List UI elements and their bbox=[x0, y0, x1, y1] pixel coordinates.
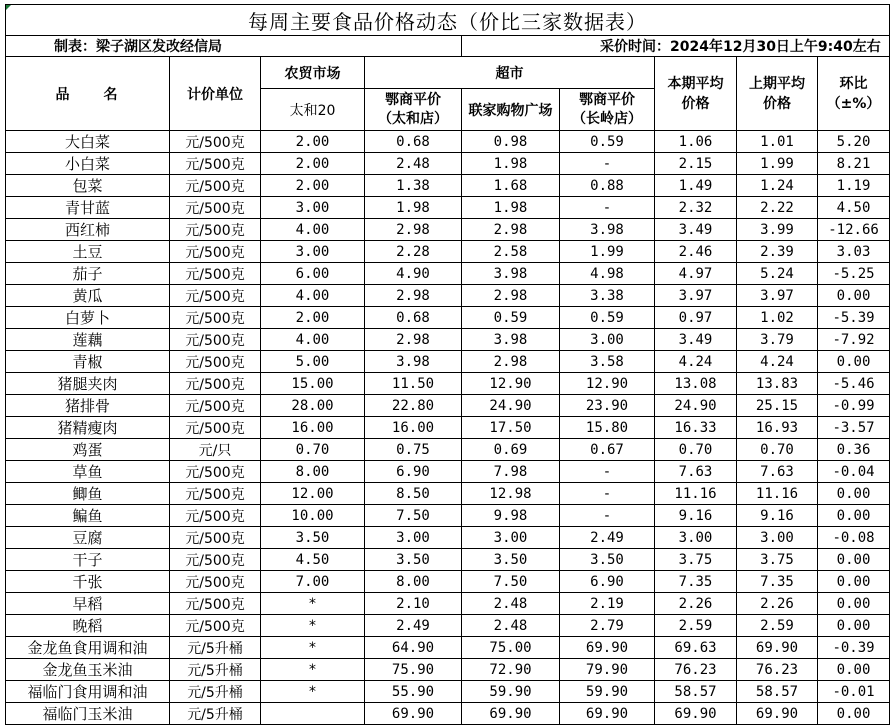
farm-market-price-cell[interactable]: 6.00 bbox=[261, 263, 365, 285]
table-row bbox=[6, 637, 890, 659]
current-average-cell[interactable]: 0.97 bbox=[655, 307, 737, 329]
table-row bbox=[6, 505, 890, 527]
previous-average-cell[interactable]: 3.00 bbox=[737, 527, 818, 549]
price-table-sheet bbox=[5, 4, 889, 725]
supermarket-3-price-cell[interactable]: 23.90 bbox=[560, 395, 655, 417]
supermarket-3-price-cell[interactable]: 0.88 bbox=[560, 175, 655, 197]
header-change[interactable] bbox=[818, 57, 890, 131]
supermarket-1-price-cell[interactable]: 2.49 bbox=[365, 615, 462, 637]
current-average-cell[interactable]: 4.24 bbox=[655, 351, 737, 373]
unit-cell[interactable]: 元/500克 bbox=[170, 483, 261, 505]
unit-cell[interactable]: 元/500克 bbox=[170, 307, 261, 329]
previous-average-cell[interactable]: 3.99 bbox=[737, 219, 818, 241]
unit-cell[interactable]: 元/500克 bbox=[170, 131, 261, 153]
supermarket-2-price-cell[interactable]: 12.90 bbox=[462, 373, 560, 395]
header-change-text: 环比 （±%） bbox=[826, 75, 881, 112]
supermarket-3-price-cell[interactable]: 2.19 bbox=[560, 593, 655, 615]
supermarket-3-price-cell[interactable]: 1.99 bbox=[560, 241, 655, 263]
change-percent-cell[interactable]: -5.39 bbox=[818, 307, 890, 329]
table-row bbox=[6, 351, 890, 373]
supermarket-1-price-cell[interactable]: 2.48 bbox=[365, 153, 462, 175]
farm-market-price-cell[interactable]: 15.00 bbox=[261, 373, 365, 395]
change-percent-cell[interactable]: 5.20 bbox=[818, 131, 890, 153]
table-row bbox=[6, 373, 890, 395]
current-average-cell[interactable]: 3.49 bbox=[655, 219, 737, 241]
item-name-cell[interactable]: 鸡蛋 bbox=[6, 439, 170, 461]
table-row bbox=[6, 593, 890, 615]
unit-cell[interactable]: 元/500克 bbox=[170, 615, 261, 637]
table-row bbox=[6, 439, 890, 461]
supermarket-2-price-cell[interactable]: 72.90 bbox=[462, 659, 560, 681]
table-row bbox=[6, 461, 890, 483]
change-percent-cell[interactable]: -5.25 bbox=[818, 263, 890, 285]
previous-average-cell[interactable]: 13.83 bbox=[737, 373, 818, 395]
change-percent-cell[interactable]: 1.19 bbox=[818, 175, 890, 197]
item-name-cell[interactable]: 干子 bbox=[6, 549, 170, 571]
previous-average-cell[interactable]: 2.59 bbox=[737, 615, 818, 637]
supermarket-2-price-cell[interactable]: 0.98 bbox=[462, 131, 560, 153]
supermarket-1-price-cell[interactable]: 0.68 bbox=[365, 307, 462, 329]
current-average-cell[interactable]: 9.16 bbox=[655, 505, 737, 527]
farm-market-price-cell[interactable]: 3.00 bbox=[261, 197, 365, 219]
supermarket-1-price-cell[interactable]: 0.75 bbox=[365, 439, 462, 461]
farm-market-price-cell[interactable]: 4.50 bbox=[261, 549, 365, 571]
item-name-cell[interactable]: 金龙鱼玉米油 bbox=[6, 659, 170, 681]
supermarket-1-price-cell[interactable]: 4.90 bbox=[365, 263, 462, 285]
table-row bbox=[6, 527, 890, 549]
farm-market-price-cell[interactable]: 7.00 bbox=[261, 571, 365, 593]
previous-average-cell[interactable]: 25.15 bbox=[737, 395, 818, 417]
unit-cell[interactable]: 元/5升桶 bbox=[170, 681, 261, 703]
unit-cell[interactable]: 元/5升桶 bbox=[170, 703, 261, 725]
current-average-cell[interactable]: 2.59 bbox=[655, 615, 737, 637]
supermarket-2-price-cell[interactable]: 9.98 bbox=[462, 505, 560, 527]
supermarket-1-price-cell[interactable]: 7.50 bbox=[365, 505, 462, 527]
header-current-average-text: 本期平均 价格 bbox=[667, 75, 724, 112]
supermarket-3-price-cell[interactable]: 3.50 bbox=[560, 549, 655, 571]
header-supermarket-2[interactable]: 联家购物广场 bbox=[462, 89, 560, 131]
previous-average-cell[interactable]: 16.93 bbox=[737, 417, 818, 439]
current-average-cell[interactable]: 1.06 bbox=[655, 131, 737, 153]
item-name-cell[interactable]: 福临门食用调和油 bbox=[6, 681, 170, 703]
farm-market-price-cell[interactable]: 3.00 bbox=[261, 241, 365, 263]
farm-market-price-cell[interactable]: 2.00 bbox=[261, 131, 365, 153]
supermarket-3-price-cell[interactable]: - bbox=[560, 153, 655, 175]
farm-market-price-cell[interactable]: * bbox=[261, 681, 365, 703]
table-title: 每周主要食品价格动态（价比三家数据表） bbox=[248, 9, 648, 34]
supermarket-1-price-cell[interactable]: 11.50 bbox=[365, 373, 462, 395]
current-average-cell[interactable]: 3.00 bbox=[655, 527, 737, 549]
previous-average-cell[interactable]: 3.79 bbox=[737, 329, 818, 351]
change-percent-cell[interactable]: -0.08 bbox=[818, 527, 890, 549]
farm-market-price-cell[interactable]: 16.00 bbox=[261, 417, 365, 439]
unit-cell[interactable]: 元/500克 bbox=[170, 505, 261, 527]
change-percent-cell[interactable]: 0.36 bbox=[818, 439, 890, 461]
supermarket-1-price-cell[interactable]: 8.50 bbox=[365, 483, 462, 505]
previous-average-cell[interactable]: 58.57 bbox=[737, 681, 818, 703]
time-cell[interactable] bbox=[462, 36, 890, 57]
supermarket-2-price-cell[interactable]: 1.98 bbox=[462, 153, 560, 175]
change-percent-cell[interactable]: -0.01 bbox=[818, 681, 890, 703]
item-name-cell[interactable]: 青椒 bbox=[6, 351, 170, 373]
header-unit[interactable]: 计价单位 bbox=[170, 57, 261, 131]
current-average-cell[interactable]: 2.46 bbox=[655, 241, 737, 263]
farm-market-price-cell[interactable]: 4.00 bbox=[261, 329, 365, 351]
item-name-cell[interactable]: 莲藕 bbox=[6, 329, 170, 351]
header-previous-average[interactable] bbox=[737, 57, 818, 131]
change-percent-cell[interactable]: 8.21 bbox=[818, 153, 890, 175]
farm-market-price-cell[interactable]: * bbox=[261, 593, 365, 615]
current-average-cell[interactable]: 11.16 bbox=[655, 483, 737, 505]
supermarket-1-price-cell[interactable]: 3.00 bbox=[365, 527, 462, 549]
supermarket-2-price-cell[interactable]: 2.48 bbox=[462, 593, 560, 615]
supermarket-3-price-cell[interactable]: 2.49 bbox=[560, 527, 655, 549]
item-name-cell[interactable]: 西红柿 bbox=[6, 219, 170, 241]
item-name-cell[interactable]: 金龙鱼食用调和油 bbox=[6, 637, 170, 659]
supermarket-3-price-cell[interactable]: 0.67 bbox=[560, 439, 655, 461]
previous-average-cell[interactable]: 1.01 bbox=[737, 131, 818, 153]
supermarket-3-price-cell[interactable]: - bbox=[560, 505, 655, 527]
item-name-cell[interactable]: 黄瓜 bbox=[6, 285, 170, 307]
supermarket-3-price-cell[interactable]: 6.90 bbox=[560, 571, 655, 593]
farm-market-price-cell[interactable]: 8.00 bbox=[261, 461, 365, 483]
previous-average-cell[interactable]: 2.26 bbox=[737, 593, 818, 615]
table-row bbox=[6, 307, 890, 329]
table-row bbox=[6, 329, 890, 351]
supermarket-1-price-cell[interactable]: 3.50 bbox=[365, 549, 462, 571]
farm-market-price-cell[interactable]: 28.00 bbox=[261, 395, 365, 417]
current-average-cell[interactable]: 2.15 bbox=[655, 153, 737, 175]
unit-cell[interactable]: 元/500克 bbox=[170, 329, 261, 351]
header-supermarket-1[interactable] bbox=[365, 89, 462, 131]
current-average-cell[interactable]: 76.23 bbox=[655, 659, 737, 681]
change-percent-cell[interactable]: -0.99 bbox=[818, 395, 890, 417]
farm-market-price-cell[interactable]: 4.00 bbox=[261, 219, 365, 241]
previous-average-cell[interactable]: 11.16 bbox=[737, 483, 818, 505]
unit-cell[interactable]: 元/500克 bbox=[170, 461, 261, 483]
supermarket-3-price-cell[interactable]: 0.59 bbox=[560, 131, 655, 153]
change-percent-cell[interactable]: 4.50 bbox=[818, 197, 890, 219]
current-average-cell[interactable]: 2.32 bbox=[655, 197, 737, 219]
table-row bbox=[6, 615, 890, 637]
header-supermarket[interactable]: 超市 bbox=[365, 57, 655, 89]
item-name-cell[interactable]: 包菜 bbox=[6, 175, 170, 197]
item-name-cell[interactable]: 白萝卜 bbox=[6, 307, 170, 329]
farm-market-price-cell[interactable]: 2.00 bbox=[261, 307, 365, 329]
header-farm-sub[interactable]: 太和20 bbox=[261, 89, 365, 131]
farm-market-price-cell[interactable] bbox=[261, 703, 365, 725]
table-row bbox=[6, 417, 890, 439]
supermarket-3-price-cell[interactable]: 3.58 bbox=[560, 351, 655, 373]
unit-cell[interactable]: 元/5升桶 bbox=[170, 659, 261, 681]
unit-cell[interactable]: 元/500克 bbox=[170, 571, 261, 593]
supermarket-1-price-cell[interactable]: 2.28 bbox=[365, 241, 462, 263]
farm-market-price-cell[interactable]: 2.00 bbox=[261, 153, 365, 175]
supermarket-3-price-cell[interactable]: 69.90 bbox=[560, 637, 655, 659]
item-name-cell[interactable]: 猪腿夹肉 bbox=[6, 373, 170, 395]
current-average-cell[interactable]: 1.49 bbox=[655, 175, 737, 197]
header-current-average[interactable] bbox=[655, 57, 737, 131]
change-percent-cell[interactable]: -3.57 bbox=[818, 417, 890, 439]
supermarket-1-price-cell[interactable]: 1.98 bbox=[365, 197, 462, 219]
supermarket-1-price-cell[interactable]: 1.38 bbox=[365, 175, 462, 197]
supermarket-3-price-cell[interactable]: 69.90 bbox=[560, 703, 655, 725]
item-name-cell[interactable]: 大白菜 bbox=[6, 131, 170, 153]
header-supermarket-3-text: 鄂商平价 （长岭店） bbox=[572, 91, 642, 127]
item-name-cell[interactable]: 草鱼 bbox=[6, 461, 170, 483]
supermarket-2-price-cell[interactable]: 7.50 bbox=[462, 571, 560, 593]
previous-average-cell[interactable]: 7.35 bbox=[737, 571, 818, 593]
item-name-cell[interactable]: 小白菜 bbox=[6, 153, 170, 175]
farm-market-price-cell[interactable]: 10.00 bbox=[261, 505, 365, 527]
current-average-cell[interactable]: 3.97 bbox=[655, 285, 737, 307]
supermarket-3-price-cell[interactable]: - bbox=[560, 197, 655, 219]
current-average-cell[interactable]: 69.63 bbox=[655, 637, 737, 659]
unit-cell[interactable]: 元/只 bbox=[170, 439, 261, 461]
supermarket-2-price-cell[interactable]: 75.00 bbox=[462, 637, 560, 659]
unit-cell[interactable]: 元/500克 bbox=[170, 593, 261, 615]
farm-market-price-cell[interactable]: 4.00 bbox=[261, 285, 365, 307]
current-average-cell[interactable]: 4.97 bbox=[655, 263, 737, 285]
change-percent-cell[interactable]: 0.00 bbox=[818, 703, 890, 725]
price-table bbox=[5, 4, 890, 725]
previous-average-cell[interactable]: 5.24 bbox=[737, 263, 818, 285]
item-name-cell[interactable]: 猪排骨 bbox=[6, 395, 170, 417]
supermarket-2-price-cell[interactable]: 24.90 bbox=[462, 395, 560, 417]
change-percent-cell[interactable]: -5.46 bbox=[818, 373, 890, 395]
change-percent-cell[interactable]: 0.00 bbox=[818, 483, 890, 505]
current-average-cell[interactable]: 7.35 bbox=[655, 571, 737, 593]
table-row bbox=[6, 285, 890, 307]
supermarket-2-price-cell[interactable]: 1.98 bbox=[462, 197, 560, 219]
change-percent-cell[interactable]: 0.00 bbox=[818, 351, 890, 373]
table-row bbox=[6, 153, 890, 175]
change-percent-cell[interactable]: -0.04 bbox=[818, 461, 890, 483]
item-name-cell[interactable]: 土豆 bbox=[6, 241, 170, 263]
supermarket-1-price-cell[interactable]: 2.98 bbox=[365, 219, 462, 241]
maker-label: 制表：梁子湖区发改经信局 bbox=[54, 39, 222, 55]
table-row bbox=[6, 395, 890, 417]
item-name-cell[interactable]: 鲫鱼 bbox=[6, 483, 170, 505]
header-item-name[interactable]: 品 名 bbox=[6, 57, 170, 131]
supermarket-1-price-cell[interactable]: 0.68 bbox=[365, 131, 462, 153]
previous-average-cell[interactable]: 0.70 bbox=[737, 439, 818, 461]
change-percent-cell[interactable]: -7.92 bbox=[818, 329, 890, 351]
current-average-cell[interactable]: 2.26 bbox=[655, 593, 737, 615]
header-farm-market[interactable]: 农贸市场 bbox=[261, 57, 365, 89]
supermarket-1-price-cell[interactable]: 55.90 bbox=[365, 681, 462, 703]
item-name-cell[interactable]: 鳊鱼 bbox=[6, 505, 170, 527]
supermarket-3-price-cell[interactable]: - bbox=[560, 461, 655, 483]
supermarket-3-price-cell[interactable]: 0.59 bbox=[560, 307, 655, 329]
supermarket-1-price-cell[interactable]: 69.90 bbox=[365, 703, 462, 725]
supermarket-2-price-cell[interactable]: 12.98 bbox=[462, 483, 560, 505]
current-average-cell[interactable]: 24.90 bbox=[655, 395, 737, 417]
supermarket-2-price-cell[interactable]: 1.68 bbox=[462, 175, 560, 197]
supermarket-2-price-cell[interactable]: 2.58 bbox=[462, 241, 560, 263]
header-supermarket-3[interactable] bbox=[560, 89, 655, 131]
unit-cell[interactable]: 元/500克 bbox=[170, 373, 261, 395]
farm-market-price-cell[interactable]: 2.00 bbox=[261, 175, 365, 197]
table-row bbox=[6, 197, 890, 219]
supermarket-2-price-cell[interactable]: 3.98 bbox=[462, 329, 560, 351]
supermarket-1-price-cell[interactable]: 2.98 bbox=[365, 329, 462, 351]
current-average-cell[interactable]: 69.90 bbox=[655, 703, 737, 725]
current-average-cell[interactable]: 0.70 bbox=[655, 439, 737, 461]
previous-average-cell[interactable]: 3.97 bbox=[737, 285, 818, 307]
previous-average-cell[interactable]: 69.90 bbox=[737, 637, 818, 659]
supermarket-2-price-cell[interactable]: 3.00 bbox=[462, 527, 560, 549]
current-average-cell[interactable]: 13.08 bbox=[655, 373, 737, 395]
previous-average-cell[interactable]: 4.24 bbox=[737, 351, 818, 373]
supermarket-2-price-cell[interactable]: 3.50 bbox=[462, 549, 560, 571]
change-percent-cell[interactable]: -12.66 bbox=[818, 219, 890, 241]
table-row bbox=[6, 175, 890, 197]
unit-cell[interactable]: 元/500克 bbox=[170, 285, 261, 307]
supermarket-2-price-cell[interactable]: 17.50 bbox=[462, 417, 560, 439]
supermarket-1-price-cell[interactable]: 8.00 bbox=[365, 571, 462, 593]
item-name-cell[interactable]: 茄子 bbox=[6, 263, 170, 285]
item-name-cell[interactable]: 福临门玉米油 bbox=[6, 703, 170, 725]
current-average-cell[interactable]: 7.63 bbox=[655, 461, 737, 483]
unit-cell[interactable]: 元/500克 bbox=[170, 153, 261, 175]
unit-cell[interactable]: 元/500克 bbox=[170, 527, 261, 549]
item-name-cell[interactable]: 晚稻 bbox=[6, 615, 170, 637]
supermarket-1-price-cell[interactable]: 2.98 bbox=[365, 285, 462, 307]
supermarket-2-price-cell[interactable]: 69.90 bbox=[462, 703, 560, 725]
unit-cell[interactable]: 元/500克 bbox=[170, 263, 261, 285]
unit-cell[interactable]: 元/500克 bbox=[170, 197, 261, 219]
cell-marker-icon bbox=[6, 5, 11, 10]
unit-cell[interactable]: 元/500克 bbox=[170, 417, 261, 439]
change-percent-cell[interactable]: 0.00 bbox=[818, 505, 890, 527]
supermarket-2-price-cell[interactable]: 2.98 bbox=[462, 219, 560, 241]
table-row bbox=[6, 549, 890, 571]
supermarket-2-price-cell[interactable]: 59.90 bbox=[462, 681, 560, 703]
supermarket-2-price-cell[interactable]: 2.98 bbox=[462, 285, 560, 307]
farm-market-price-cell[interactable]: * bbox=[261, 659, 365, 681]
table-row bbox=[6, 681, 890, 703]
previous-average-cell[interactable]: 7.63 bbox=[737, 461, 818, 483]
unit-cell[interactable]: 元/500克 bbox=[170, 395, 261, 417]
supermarket-1-price-cell[interactable]: 3.98 bbox=[365, 351, 462, 373]
change-percent-cell[interactable]: 3.03 bbox=[818, 241, 890, 263]
previous-average-cell[interactable]: 3.75 bbox=[737, 549, 818, 571]
change-percent-cell[interactable]: 0.00 bbox=[818, 593, 890, 615]
supermarket-2-price-cell[interactable]: 2.48 bbox=[462, 615, 560, 637]
supermarket-2-price-cell[interactable]: 3.98 bbox=[462, 263, 560, 285]
previous-average-cell[interactable]: 1.24 bbox=[737, 175, 818, 197]
collection-time-label: 采价时间：2024年12月30日上午9:40左右 bbox=[600, 39, 881, 55]
table-row bbox=[6, 571, 890, 593]
item-name-cell[interactable]: 猪精瘦肉 bbox=[6, 417, 170, 439]
supermarket-2-price-cell[interactable]: 7.98 bbox=[462, 461, 560, 483]
item-name-cell[interactable]: 千张 bbox=[6, 571, 170, 593]
table-row bbox=[6, 703, 890, 725]
supermarket-2-price-cell[interactable]: 0.59 bbox=[462, 307, 560, 329]
unit-cell[interactable]: 元/500克 bbox=[170, 549, 261, 571]
change-percent-cell[interactable]: 0.00 bbox=[818, 571, 890, 593]
supermarket-3-price-cell[interactable]: 3.98 bbox=[560, 219, 655, 241]
change-percent-cell[interactable]: -0.39 bbox=[818, 637, 890, 659]
item-name-cell[interactable]: 青甘蓝 bbox=[6, 197, 170, 219]
supermarket-3-price-cell[interactable]: - bbox=[560, 483, 655, 505]
table-row bbox=[6, 219, 890, 241]
supermarket-1-price-cell[interactable]: 2.10 bbox=[365, 593, 462, 615]
table-title-cell[interactable] bbox=[6, 5, 890, 36]
farm-market-price-cell[interactable]: 0.70 bbox=[261, 439, 365, 461]
supermarket-2-price-cell[interactable]: 0.69 bbox=[462, 439, 560, 461]
supermarket-2-price-cell[interactable]: 2.98 bbox=[462, 351, 560, 373]
table-row bbox=[6, 241, 890, 263]
supermarket-3-price-cell[interactable]: 3.38 bbox=[560, 285, 655, 307]
maker-cell[interactable] bbox=[6, 36, 462, 57]
previous-average-cell[interactable]: 69.90 bbox=[737, 703, 818, 725]
supermarket-1-price-cell[interactable]: 22.80 bbox=[365, 395, 462, 417]
previous-average-cell[interactable]: 1.02 bbox=[737, 307, 818, 329]
supermarket-3-price-cell[interactable]: 79.90 bbox=[560, 659, 655, 681]
unit-cell[interactable]: 元/5升桶 bbox=[170, 637, 261, 659]
unit-cell[interactable]: 元/500克 bbox=[170, 241, 261, 263]
supermarket-3-price-cell[interactable]: 12.90 bbox=[560, 373, 655, 395]
supermarket-3-price-cell[interactable]: 4.98 bbox=[560, 263, 655, 285]
supermarket-1-price-cell[interactable]: 6.90 bbox=[365, 461, 462, 483]
supermarket-3-price-cell[interactable]: 3.00 bbox=[560, 329, 655, 351]
supermarket-3-price-cell[interactable]: 59.90 bbox=[560, 681, 655, 703]
change-percent-cell[interactable]: 0.00 bbox=[818, 549, 890, 571]
header-previous-average-text: 上期平均 价格 bbox=[749, 75, 805, 112]
change-percent-cell[interactable]: 0.00 bbox=[818, 615, 890, 637]
previous-average-cell[interactable]: 9.16 bbox=[737, 505, 818, 527]
farm-market-price-cell[interactable]: 3.50 bbox=[261, 527, 365, 549]
unit-cell[interactable]: 元/500克 bbox=[170, 175, 261, 197]
current-average-cell[interactable]: 3.49 bbox=[655, 329, 737, 351]
header-supermarket-1-text: 鄂商平价 （太和店） bbox=[378, 91, 448, 127]
change-percent-cell[interactable]: 0.00 bbox=[818, 659, 890, 681]
farm-market-price-cell[interactable]: 12.00 bbox=[261, 483, 365, 505]
current-average-cell[interactable]: 58.57 bbox=[655, 681, 737, 703]
table-row bbox=[6, 483, 890, 505]
table-row bbox=[6, 263, 890, 285]
item-name-cell[interactable]: 豆腐 bbox=[6, 527, 170, 549]
table-row bbox=[6, 131, 890, 153]
item-name-cell[interactable]: 早稻 bbox=[6, 593, 170, 615]
supermarket-3-price-cell[interactable]: 15.80 bbox=[560, 417, 655, 439]
previous-average-cell[interactable]: 1.99 bbox=[737, 153, 818, 175]
farm-market-price-cell[interactable]: 5.00 bbox=[261, 351, 365, 373]
current-average-cell[interactable]: 16.33 bbox=[655, 417, 737, 439]
previous-average-cell[interactable]: 2.22 bbox=[737, 197, 818, 219]
supermarket-1-price-cell[interactable]: 75.90 bbox=[365, 659, 462, 681]
supermarket-3-price-cell[interactable]: 2.79 bbox=[560, 615, 655, 637]
unit-cell[interactable]: 元/500克 bbox=[170, 219, 261, 241]
current-average-cell[interactable]: 3.75 bbox=[655, 549, 737, 571]
table-row bbox=[6, 659, 890, 681]
farm-market-price-cell[interactable]: * bbox=[261, 615, 365, 637]
previous-average-cell[interactable]: 76.23 bbox=[737, 659, 818, 681]
supermarket-1-price-cell[interactable]: 64.90 bbox=[365, 637, 462, 659]
supermarket-1-price-cell[interactable]: 16.00 bbox=[365, 417, 462, 439]
previous-average-cell[interactable]: 2.39 bbox=[737, 241, 818, 263]
farm-market-price-cell[interactable]: * bbox=[261, 637, 365, 659]
unit-cell[interactable]: 元/500克 bbox=[170, 351, 261, 373]
change-percent-cell[interactable]: 0.00 bbox=[818, 285, 890, 307]
